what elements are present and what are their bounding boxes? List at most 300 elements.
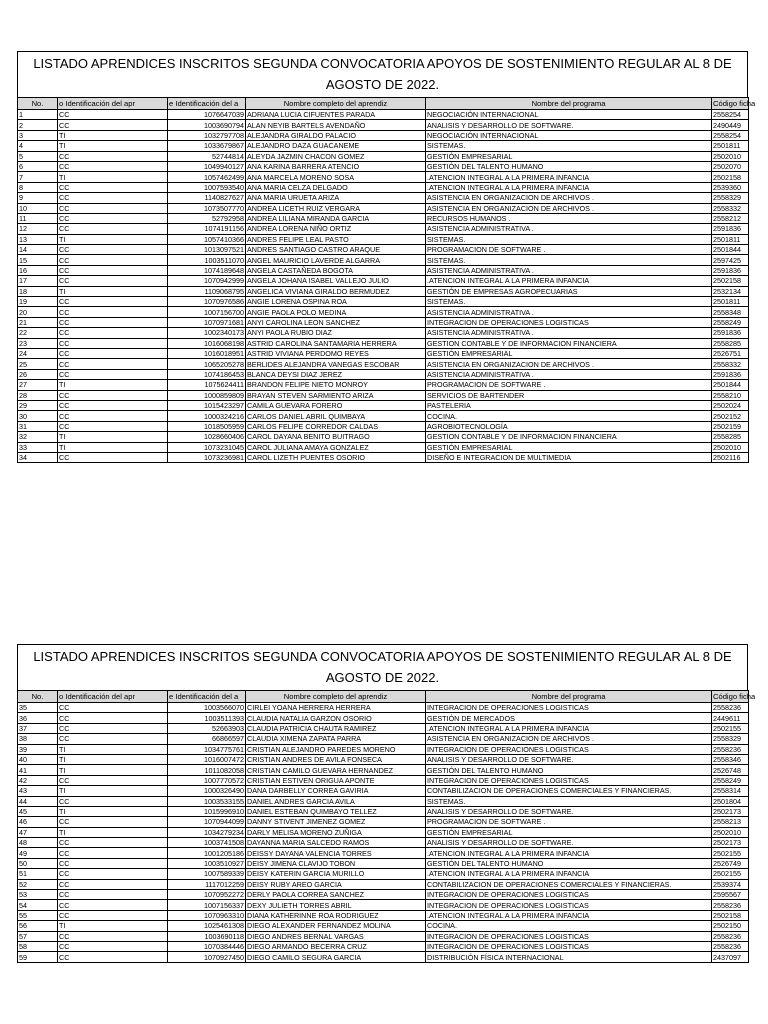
program-name-cell: GESTIÓN EMPRESARIAL: [426, 442, 712, 452]
id-number-cell: 52663903: [168, 723, 246, 733]
table-body: [18, 110, 749, 463]
row-number-cell: 44: [18, 796, 58, 806]
student-name-cell: ANGELA CASTAÑEDA BOGOTA: [246, 265, 426, 275]
row-number-cell: 56: [18, 921, 58, 931]
table-row: [18, 848, 749, 858]
student-name-cell: DAYANNA MARIA SALCEDO RAMOS: [246, 838, 426, 848]
course-code-cell: 2501844: [712, 245, 749, 255]
student-name-cell: CLAUDIA PATRICIA CHAUTA RAMIREZ: [246, 723, 426, 733]
table-row: [18, 806, 749, 816]
id-number-cell: 1003741508: [168, 838, 246, 848]
student-name-cell: ANDREA LICETH RUIZ VERGARA: [246, 203, 426, 213]
student-name-cell: CRISTIAN CAMILO GUEVARA HERNANDEZ: [246, 765, 426, 775]
id-type-cell: CC: [58, 110, 168, 120]
course-code-cell: 2502070: [712, 161, 749, 171]
student-name-cell: ANYI PAOLA RUBIO DIAZ: [246, 328, 426, 338]
course-code-cell: 2501811: [712, 234, 749, 244]
table-row: [18, 141, 749, 151]
table-row: [18, 307, 749, 317]
course-code-cell: 2502010: [712, 151, 749, 161]
id-number-cell: 1007156700: [168, 307, 246, 317]
course-code-cell: 2501811: [712, 141, 749, 151]
id-type-cell: CC: [58, 931, 168, 941]
row-number-cell: 24: [18, 348, 58, 358]
id-type-cell: CC: [58, 910, 168, 920]
id-type-cell: CC: [58, 411, 168, 421]
student-name-cell: ANDRES SANTIAGO CASTRO ARAQUE: [246, 245, 426, 255]
course-code-cell: 2437097: [712, 952, 749, 962]
student-name-cell: ANGELICA VIVIANA GIRALDO BERMUDEZ: [246, 286, 426, 296]
id-number-cell: 1032797708: [168, 130, 246, 140]
row-number-cell: 54: [18, 900, 58, 910]
table-row: [18, 390, 749, 400]
id-type-cell: CC: [58, 224, 168, 234]
course-code-cell: 2526751: [712, 348, 749, 358]
program-name-cell: .ATENCION INTEGRAL A LA PRIMERA INFANCIA: [426, 848, 712, 858]
table-row: [18, 910, 749, 920]
id-type-cell: TI: [58, 806, 168, 816]
row-number-cell: 49: [18, 848, 58, 858]
id-type-cell: CC: [58, 713, 168, 723]
table-header-row: [18, 691, 749, 703]
row-number-cell: 55: [18, 910, 58, 920]
id-type-cell: CC: [58, 952, 168, 962]
program-name-cell: INTEGRACION DE OPERACIONES LOGISTICAS: [426, 317, 712, 327]
id-type-cell: CC: [58, 723, 168, 733]
table-row: [18, 328, 749, 338]
table-row: [18, 348, 749, 358]
row-number-cell: 9: [18, 193, 58, 203]
row-number-cell: 29: [18, 400, 58, 410]
course-code-cell: 2502116: [712, 452, 749, 462]
row-number-cell: 58: [18, 941, 58, 951]
id-number-cell: 1074189648: [168, 265, 246, 275]
table-row: [18, 245, 749, 255]
row-number-cell: 11: [18, 213, 58, 223]
id-number-cell: 1070976586: [168, 297, 246, 307]
table-row: [18, 775, 749, 785]
table-row: [18, 432, 749, 442]
student-name-cell: BRAYAN STEVEN SARMIENTO ARIZA: [246, 390, 426, 400]
course-code-cell: 2502158: [712, 276, 749, 286]
id-type-cell: CC: [58, 848, 168, 858]
course-code-cell: 2558332: [712, 359, 749, 369]
table-row: [18, 941, 749, 951]
student-name-cell: DIANA KATHERINNE ROA RODRIGUEZ: [246, 910, 426, 920]
student-name-cell: ALEJANDRO DAZA GUACANEME: [246, 141, 426, 151]
id-type-cell: TI: [58, 754, 168, 764]
student-name-cell: DEISY JIMENA CLAVIJO TOBON: [246, 858, 426, 868]
table-row: [18, 400, 749, 410]
id-number-cell: 1073231045: [168, 442, 246, 452]
student-name-cell: BRANDON FELIPE NIETO MONROY: [246, 380, 426, 390]
students-table: [17, 97, 756, 463]
student-name-cell: ALEYDA JAZMIN CHACON GOMEZ: [246, 151, 426, 161]
program-name-cell: ASISTENCIA ADMINISTRATIVA .: [426, 307, 712, 317]
student-name-cell: ANGELA JOHANA ISABEL VALLEJO JULIO: [246, 276, 426, 286]
table-row: [18, 151, 749, 161]
id-number-cell: 1001205186: [168, 848, 246, 858]
id-number-cell: 1016018951: [168, 348, 246, 358]
student-name-cell: DERLY PAOLA CORREA SANCHEZ: [246, 890, 426, 900]
table-row: [18, 338, 749, 348]
id-number-cell: 1025461308: [168, 921, 246, 931]
id-number-cell: 1070952272: [168, 890, 246, 900]
table-row: [18, 203, 749, 213]
row-number-cell: 41: [18, 765, 58, 775]
header-id-number: e Identificación del a: [168, 98, 246, 110]
program-name-cell: ASISTENCIA ADMINISTRATIVA .: [426, 265, 712, 275]
program-name-cell: .ATENCION INTEGRAL A LA PRIMERA INFANCIA: [426, 869, 712, 879]
student-name-cell: ADRIANA LUCIA CIFUENTES PARADA: [246, 110, 426, 120]
student-name-cell: ANA KARINA BARRERA ATENCIO: [246, 161, 426, 171]
row-number-cell: 20: [18, 307, 58, 317]
course-code-cell: 2502158: [712, 910, 749, 920]
program-name-cell: .ATENCION INTEGRAL A LA PRIMERA INFANCIA: [426, 910, 712, 920]
course-code-cell: 2502010: [712, 827, 749, 837]
course-code-cell: 2502158: [712, 172, 749, 182]
table-row: [18, 723, 749, 733]
id-type-cell: CC: [58, 400, 168, 410]
id-number-cell: 1057410366: [168, 234, 246, 244]
program-name-cell: GESTIÓN EMPRESARIAL: [426, 151, 712, 161]
course-code-cell: 2591836: [712, 265, 749, 275]
program-name-cell: ASISTENCIA ADMINISTRATIVA .: [426, 328, 712, 338]
header-course-code: Código ficha: [713, 692, 756, 701]
course-code-cell: 2558236: [712, 703, 749, 713]
program-name-cell: INTEGRACION DE OPERACIONES LOGISTICAS: [426, 900, 712, 910]
student-name-cell: ALEJANDRA GIRALDO PALACIO: [246, 130, 426, 140]
student-name-cell: ASTRID CAROLINA SANTAMARIA HERRERA: [246, 338, 426, 348]
row-number-cell: 50: [18, 858, 58, 868]
id-type-cell: TI: [58, 172, 168, 182]
row-number-cell: 5: [18, 151, 58, 161]
course-code-cell: 2591836: [712, 369, 749, 379]
id-type-cell: CC: [58, 421, 168, 431]
student-name-cell: ANGEL MAURICIO LAVERDE ALGARRA: [246, 255, 426, 265]
header-number: No.: [18, 691, 58, 703]
course-code-cell: 2502155: [712, 723, 749, 733]
row-number-cell: 1: [18, 110, 58, 120]
listing-title: LISTADO APRENDICES INSCRITOS SEGUNDA CONVOCATORIA APOYOS DE SOSTENIMIENTO REGULAR AL 8 DE AGOSTO DE 2022.: [17, 644, 748, 690]
course-code-cell: 2502155: [712, 848, 749, 858]
course-code-cell: 2595567: [712, 890, 749, 900]
id-number-cell: 1117012259: [168, 879, 246, 889]
student-name-cell: ASTRID VIVIANA PERDOMO REYES: [246, 348, 426, 358]
row-number-cell: 38: [18, 734, 58, 744]
id-number-cell: 1003690118: [168, 931, 246, 941]
row-number-cell: 43: [18, 786, 58, 796]
course-code-cell: 2558329: [712, 734, 749, 744]
row-number-cell: 39: [18, 744, 58, 754]
row-number-cell: 34: [18, 452, 58, 462]
course-code-cell: 2502173: [712, 838, 749, 848]
id-type-cell: CC: [58, 338, 168, 348]
program-name-cell: GESTIÓN DEL TALENTO HUMANO: [426, 858, 712, 868]
id-number-cell: 1002340173: [168, 328, 246, 338]
id-type-cell: TI: [58, 786, 168, 796]
row-number-cell: 23: [18, 338, 58, 348]
table-row: [18, 734, 749, 744]
id-number-cell: 1109068795: [168, 286, 246, 296]
id-type-cell: CC: [58, 775, 168, 785]
program-name-cell: PASTELERIA: [426, 400, 712, 410]
course-code-cell: 2558249: [712, 317, 749, 327]
id-type-cell: TI: [58, 765, 168, 775]
row-number-cell: 36: [18, 713, 58, 723]
table-row: [18, 442, 749, 452]
table-row: [18, 921, 749, 931]
id-type-cell: CC: [58, 817, 168, 827]
table-row: [18, 120, 749, 130]
program-name-cell: CONTABILIZACION DE OPERACIONES COMERCIALES Y FINANCIERAS.: [426, 786, 712, 796]
course-code-cell: 2501811: [712, 297, 749, 307]
program-name-cell: INTEGRACION DE OPERACIONES LOGISTICAS: [426, 890, 712, 900]
program-name-cell: INTEGRACION DE OPERACIONES LOGISTICAS: [426, 931, 712, 941]
course-code-cell: 2558236: [712, 931, 749, 941]
header-id-type: o Identificación del apr: [58, 98, 168, 110]
program-name-cell: ANALISIS Y DESARROLLO DE SOFTWARE.: [426, 806, 712, 816]
course-code-cell: 2526749: [712, 858, 749, 868]
program-name-cell: INTEGRACION DE OPERACIONES LOGISTICAS: [426, 703, 712, 713]
row-number-cell: 30: [18, 411, 58, 421]
id-number-cell: 52744814: [168, 151, 246, 161]
row-number-cell: 48: [18, 838, 58, 848]
table-row: [18, 900, 749, 910]
table-row: [18, 276, 749, 286]
student-name-cell: CLAUDIA XIMENA ZAPATA PARRA: [246, 734, 426, 744]
course-code-cell: 2591836: [712, 224, 749, 234]
row-number-cell: 40: [18, 754, 58, 764]
table-row: [18, 359, 749, 369]
course-code-cell: 2490449: [712, 120, 749, 130]
course-code-cell: 2502155: [712, 869, 749, 879]
table-row: [18, 703, 749, 713]
row-number-cell: 33: [18, 442, 58, 452]
table-row: [18, 869, 749, 879]
course-code-cell: 2449611: [712, 713, 749, 723]
row-number-cell: 47: [18, 827, 58, 837]
student-name-cell: DARLY MELISA MORENO ZUÑIGA: [246, 827, 426, 837]
row-number-cell: 2: [18, 120, 58, 130]
student-name-cell: ANDREA LILIANA MIRANDA GARCIA: [246, 213, 426, 223]
id-number-cell: 1070944099: [168, 817, 246, 827]
row-number-cell: 18: [18, 286, 58, 296]
program-name-cell: GESTIÓN DEL TALENTO HUMANO: [426, 765, 712, 775]
course-code-cell: 2539374: [712, 879, 749, 889]
row-number-cell: 14: [18, 245, 58, 255]
course-code-cell: 2502150: [712, 921, 749, 931]
table-row: [18, 265, 749, 275]
id-number-cell: 1003690794: [168, 120, 246, 130]
row-number-cell: 3: [18, 130, 58, 140]
id-type-cell: CC: [58, 265, 168, 275]
table-row: [18, 713, 749, 723]
table-row: [18, 931, 749, 941]
row-number-cell: 46: [18, 817, 58, 827]
id-number-cell: 1073236981: [168, 452, 246, 462]
id-number-cell: 1073507770: [168, 203, 246, 213]
program-name-cell: SERVICIOS DE BARTENDER: [426, 390, 712, 400]
row-number-cell: 35: [18, 703, 58, 713]
table-row: [18, 255, 749, 265]
student-name-cell: ANDREA LORENA NIÑO ORTIZ: [246, 224, 426, 234]
id-number-cell: 1140827627: [168, 193, 246, 203]
row-number-cell: 4: [18, 141, 58, 151]
program-name-cell: PROGRAMACION DE SOFTWARE .: [426, 380, 712, 390]
table-row: [18, 817, 749, 827]
id-number-cell: 1003566070: [168, 703, 246, 713]
course-code-cell: 2558348: [712, 307, 749, 317]
id-type-cell: CC: [58, 941, 168, 951]
id-type-cell: TI: [58, 130, 168, 140]
header-id-number: e Identificación del a: [168, 691, 246, 703]
id-type-cell: CC: [58, 182, 168, 192]
table-row: [18, 369, 749, 379]
student-name-cell: CRISTIAN ANDRES DE AVILA FONSECA: [246, 754, 426, 764]
course-code-cell: 2558346: [712, 754, 749, 764]
id-type-cell: CC: [58, 890, 168, 900]
id-type-cell: CC: [58, 390, 168, 400]
id-type-cell: TI: [58, 286, 168, 296]
id-number-cell: 1007770572: [168, 775, 246, 785]
table-row: [18, 421, 749, 431]
course-code-cell: 2558254: [712, 130, 749, 140]
row-number-cell: 19: [18, 297, 58, 307]
table-row: [18, 286, 749, 296]
course-code-cell: 2558236: [712, 744, 749, 754]
table-row: [18, 796, 749, 806]
program-name-cell: ANALISIS Y DESARROLLO DE SOFTWARE.: [426, 754, 712, 764]
id-type-cell: CC: [58, 276, 168, 286]
row-number-cell: 10: [18, 203, 58, 213]
program-name-cell: SISTEMAS.: [426, 234, 712, 244]
id-number-cell: 1070942999: [168, 276, 246, 286]
program-name-cell: DISTRIBUCIÓN FÍSICA INTERNACIONAL: [426, 952, 712, 962]
course-code-cell: 2502024: [712, 400, 749, 410]
table-row: [18, 182, 749, 192]
id-number-cell: 1070963310: [168, 910, 246, 920]
course-code-cell: 2558332: [712, 203, 749, 213]
row-number-cell: 8: [18, 182, 58, 192]
id-number-cell: 1076647039: [168, 110, 246, 120]
student-name-cell: DANA DARBELLY CORREA GAVIRIA: [246, 786, 426, 796]
program-name-cell: GESTIÓN EMPRESARIAL: [426, 827, 712, 837]
row-number-cell: 17: [18, 276, 58, 286]
program-name-cell: INTEGRACION DE OPERACIONES LOGISTICAS: [426, 775, 712, 785]
course-code-cell: 2502152: [712, 411, 749, 421]
program-name-cell: ASISTENCIA EN ORGANIZACION DE ARCHIVOS .: [426, 203, 712, 213]
table-row: [18, 297, 749, 307]
id-type-cell: CC: [58, 213, 168, 223]
row-number-cell: 6: [18, 161, 58, 171]
student-name-cell: DIEGO ALEXANDER FERNANDEZ MOLINA: [246, 921, 426, 931]
student-name-cell: DIEGO ANDRES BERNAL VARGAS: [246, 931, 426, 941]
course-code-cell: 2558285: [712, 338, 749, 348]
row-number-cell: 21: [18, 317, 58, 327]
program-name-cell: ANALISIS Y DESARROLLO DE SOFTWARE.: [426, 120, 712, 130]
program-name-cell: ASISTENCIA EN ORGANIZACION DE ARCHIVOS .: [426, 193, 712, 203]
table-row: [18, 452, 749, 462]
course-code-cell: 2591836: [712, 328, 749, 338]
table-row: [18, 765, 749, 775]
row-number-cell: 26: [18, 369, 58, 379]
id-type-cell: CC: [58, 359, 168, 369]
program-name-cell: ASISTENCIA ADMINISTRATIVA .: [426, 224, 712, 234]
student-name-cell: CIRLEI YOANA HERRERA HERRERA: [246, 703, 426, 713]
program-name-cell: SISTEMAS.: [426, 255, 712, 265]
id-number-cell: 1018505959: [168, 421, 246, 431]
course-code-cell: 2558254: [712, 110, 749, 120]
student-name-cell: ANA MARCELA MORENO SOSA: [246, 172, 426, 182]
row-number-cell: 53: [18, 890, 58, 900]
student-name-cell: CAMILA GUEVARA FORERO: [246, 400, 426, 410]
student-name-cell: BLANCA DEYSI DIAZ JEREZ: [246, 369, 426, 379]
student-name-cell: CAROL LIZETH PUENTES OSORIO: [246, 452, 426, 462]
id-number-cell: 1034775761: [168, 744, 246, 754]
course-code-cell: 2532134: [712, 286, 749, 296]
course-code-cell: 2502159: [712, 421, 749, 431]
table-body: [18, 703, 749, 963]
table-row: [18, 879, 749, 889]
table-row: [18, 744, 749, 754]
course-code-cell: 2526748: [712, 765, 749, 775]
course-code-cell: 2558249: [712, 775, 749, 785]
program-name-cell: PROGRAMACION DE SOFTWARE .: [426, 245, 712, 255]
program-name-cell: RECURSOS HUMANOS .: [426, 213, 712, 223]
id-type-cell: CC: [58, 193, 168, 203]
program-name-cell: ANALISIS Y DESARROLLO DE SOFTWARE.: [426, 838, 712, 848]
id-type-cell: CC: [58, 734, 168, 744]
table-row: [18, 380, 749, 390]
id-type-cell: CC: [58, 245, 168, 255]
id-type-cell: CC: [58, 317, 168, 327]
table-row: [18, 234, 749, 244]
id-type-cell: CC: [58, 328, 168, 338]
table-row: [18, 193, 749, 203]
program-name-cell: COCINA.: [426, 411, 712, 421]
id-number-cell: 1015423297: [168, 400, 246, 410]
program-name-cell: GESTIÓN EMPRESARIAL: [426, 348, 712, 358]
table-row: [18, 411, 749, 421]
table-row: [18, 110, 749, 120]
id-number-cell: 1013097521: [168, 245, 246, 255]
id-type-cell: TI: [58, 234, 168, 244]
course-code-cell: 2501804: [712, 796, 749, 806]
program-name-cell: ASISTENCIA EN ORGANIZACION DE ARCHIVOS .: [426, 734, 712, 744]
id-type-cell: TI: [58, 827, 168, 837]
id-type-cell: CC: [58, 869, 168, 879]
row-number-cell: 12: [18, 224, 58, 234]
id-number-cell: 1033679867: [168, 141, 246, 151]
id-type-cell: TI: [58, 921, 168, 931]
id-type-cell: CC: [58, 161, 168, 171]
program-name-cell: .ATENCION INTEGRAL A LA PRIMERA INFANCIA: [426, 172, 712, 182]
course-code-cell: 2558210: [712, 390, 749, 400]
id-type-cell: TI: [58, 380, 168, 390]
student-name-cell: CRISTIAN ESTIVEN ORIGUA APONTE: [246, 775, 426, 785]
program-name-cell: SISTEMAS.: [426, 796, 712, 806]
program-name-cell: ASISTENCIA ADMINISTRATIVA .: [426, 369, 712, 379]
id-number-cell: 1003533155: [168, 796, 246, 806]
id-type-cell: CC: [58, 879, 168, 889]
table-row: [18, 838, 749, 848]
id-type-cell: CC: [58, 348, 168, 358]
id-type-cell: CC: [58, 120, 168, 130]
id-type-cell: TI: [58, 744, 168, 754]
id-type-cell: CC: [58, 369, 168, 379]
row-number-cell: 7: [18, 172, 58, 182]
